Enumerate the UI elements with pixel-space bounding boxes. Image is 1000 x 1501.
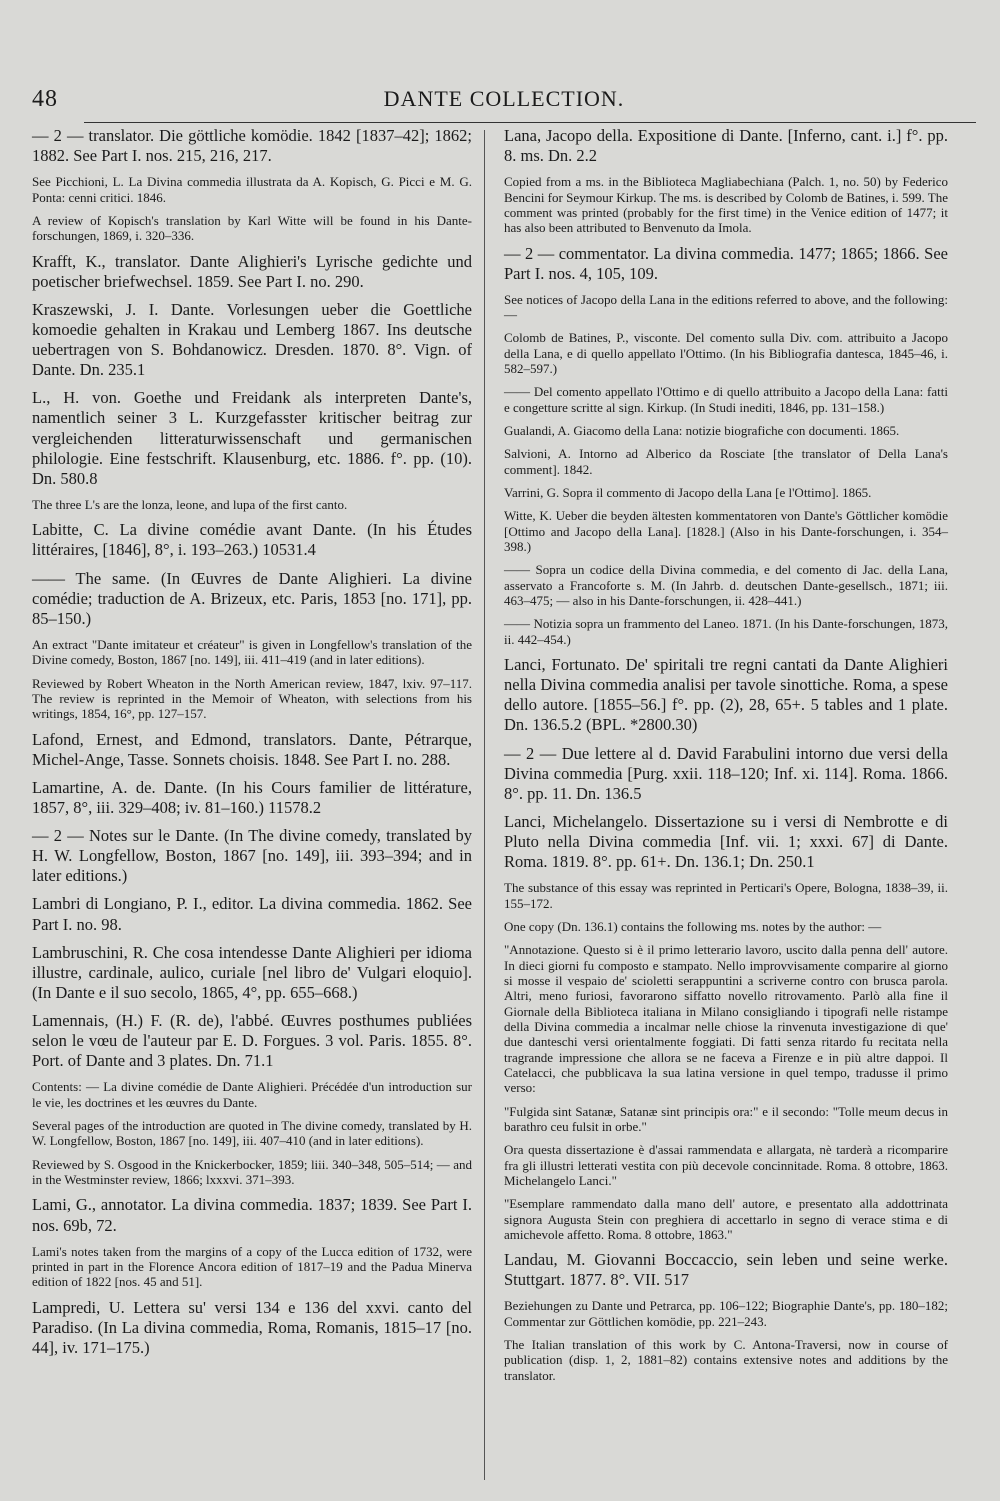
bibliographic-note: "Esemplare rammendato dalla mano dell' autore, e presentato alla addottrinata signora Augusta Stein con preghiera di accettarlo in segno di verace stima e di amichevole affetto. Roma. 8 ottobre, 1863." — [504, 1196, 948, 1242]
bibliographic-entry: Lana, Jacopo della. Expositione di Dante. [Inferno, cant. i.] f°. pp. 8. ms. Dn. 2.2 — [504, 126, 948, 166]
page-number: 48 — [32, 86, 58, 112]
bibliographic-entry: Lanci, Michelangelo. Dissertazione su i versi di Nembrotte e di Pluto nella Divina commedia [Inf. vii. 1; xxxi. 67] di Dante. Roma. 1819. 8°. pp. 61+. Dn. 136.1; Dn. 250.1 — [504, 811, 948, 872]
bibliographic-entry: Krafft, K., translator. Dante Alighieri's Lyrische gedichte und poetischer briefwechsel. 1859. See Part I. no. 290. — [32, 251, 472, 291]
bibliographic-note: Colomb de Batines, P., visconte. Del comento sulla Div. com. attribuito a Jacopo della Lana, e di quello appellato l'Ottimo. (In his Bibliografia dantesca, 1845–46, i. 582–597.) — [504, 330, 948, 377]
bibliographic-entry: Lampredi, U. Lettera su' versi 134 e 136 del xxvi. canto del Paradiso. (In La divina commedia, Roma, Romanis, 1815–17 [no. 44], iv. 171–175.) — [32, 1297, 472, 1357]
bibliographic-note: Contents: — La divine comédie de Dante Alighieri. Précédée d'un introduction sur le vie, les doctrines et les œuvres du Dante. — [32, 1079, 472, 1110]
bibliographic-note: Varrini, G. Sopra il commento di Jacopo della Lana [e l'Ottimo]. 1865. — [504, 485, 872, 501]
bibliographic-entry: Lambri di Longiano, P. I., editor. La divina commedia. 1862. See Part I. no. 98. — [32, 894, 472, 934]
bibliographic-entry: — 2 — Due lettere al d. David Farabulini intorno due versi della Divina commedia [Purg. xxii. 118–120; Inf. xi. 114]. Roma. 1866. 8°. pp. 11. Dn. 136.5 — [504, 743, 948, 803]
bibliographic-entry: Lami, G., annotator. La divina commedia. 1837; 1839. See Part I. nos. 69b, 72. — [32, 1195, 472, 1235]
bibliographic-entry: Kraszewski, J. I. Dante. Vorlesungen ueber die Goettliche komoedie gehalten in Krakau und Lemberg 1867. Ins deutsche uebertragen von S. Bohdanowicz. Dresden. 1870. 8°. Vign. of Dante. Dn. 235.1 — [32, 299, 472, 380]
bibliographic-note: Copied from a ms. in the Biblioteca Magliabechiana (Palch. 1, no. 50) by Federico Bencini for Seymour Kirkup. The ms. is described by Colomb de Batines, i. 599. The comment was printed (probably for the first time) in the Venice edition of 1477; it has also been attributed to Benvenuto da Imola. — [504, 174, 948, 236]
bibliographic-entry: Labitte, C. La divine comédie avant Dante. (In his Études littéraires, [1846], 8°, i. 193–263.) 10531.4 — [32, 520, 472, 560]
bibliographic-entry: Lamartine, A. de. Dante. (In his Cours familier de littérature, 1857, 8°, iii. 329–408; iv. 81–160.) 11578.2 — [32, 777, 472, 817]
bibliographic-entry: L., H. von. Goethe und Freidank als interpreten Dante's, namentlich seiner 3 L. Kurzgefasster kritischer beitrag zur vergleichenden litteraturwissenschaft und germanischen philologie. Eine festschrift. Klausenburg, etc. 1886. f°. pp. (10). Dn. 580.8 — [32, 388, 472, 488]
bibliographic-entry: —— The same. (In Œuvres de Dante Alighieri. La divine comédie; traduction de A. Brizeux, etc. Paris, 1853 [no. 171], pp. 85–150.) — [32, 568, 472, 628]
bibliographic-note: Beziehungen zu Dante und Petrarca, pp. 106–122; Biographie Dante's, pp. 180–182; Commentar zur Göttlichen komödie, pp. 221–243. — [504, 1298, 948, 1329]
running-title: DANTE COLLECTION. — [383, 86, 625, 111]
bibliographic-note: Witte, K. Ueber die beyden ältesten kommentatoren von Dante's Göttlicher komödie [Ottimo and Jacopo della Lana]. [1828.] (Also in his Dante-forschungen, i. 354–398.) — [504, 508, 948, 555]
bibliographic-entry: Lafond, Ernest, and Edmond, translators. Dante, Pétrarque, Michel-Ange, Tasse. Sonnets choisis. 1848. See Part I. no. 288. — [32, 729, 472, 769]
page-header — [32, 86, 976, 112]
bibliographic-note: —— Del comento appellato l'Ottimo e di quello attribuito a Jacopo della Lana: fatti e congetture scritte al sign. Kirkup. (In Studi inediti, 1846, pp. 131–158.) — [504, 384, 948, 415]
bibliographic-note: —— Sopra un codice della Divina commedia, e del comento di Jac. della Lana, asservato a Francoforte s. M. (In Jahrb. d. deutschen Dante-gesellsch., 1871; iii. 463–475; — also in his Dante-forschungen, ii. 428–441.) — [504, 562, 948, 609]
left-column — [32, 126, 472, 1366]
column-divider — [484, 130, 485, 1480]
bibliographic-note: "Fulgida sint Satanæ, Satanæ sint principis ora:" e il secondo: "Tolle meum decus in barathro ceu fulsit in orbe." — [504, 1103, 948, 1134]
bibliographic-note: One copy (Dn. 136.1) contains the following ms. notes by the author: — — [504, 918, 882, 934]
bibliographic-note: An extract "Dante imitateur et créateur" is given in Longfellow's translation of the Divine comedy, Boston, 1867 [no. 149], iii. 411–419 (and in later editions). — [32, 636, 472, 668]
bibliographic-entry: Lambruschini, R. Che cosa intendesse Dante Alighieri per idioma illustre, cardinale, aulico, curiale [nel libro de' Vulgari eloquio]. (In Dante e il suo secolo, 1865, 4°, pp. 655–668.) — [32, 942, 472, 1002]
bibliographic-entry: — 2 — Notes sur le Dante. (In The divine comedy, translated by H. W. Longfellow, Boston, 1867 [no. 149], iii. 393–394; and in later editions.) — [32, 826, 472, 886]
bibliographic-note: "Annotazione. Questo si è il primo letterario lavoro, uscito dalla penna dell' autore. In dieci giorni fu composto e stampato. Nello improvvisamente comparire al giorno si mosse il vespaio de' scioletti serappuntini a scriverne contro con brusca parola. Altri, meno furiosi, favorarono siffatto novello ritrovamento. Parlò alla fine il Giornale della Biblioteca italiana in Milano consigliando i tipografi nelle ristampe della Divina commedia a incalmar nelle chiose la rinvenuta investigazione di que' due danteschi versi orientalmente foggiati. Di fatti senza ritardo fu recitata nella tragrande impressione che allora se ne faceva a Firenze e in più altre dappoi. Il Catelacci, che pubblicava la sua latina versione in quel tempo, tradusse il primo verso: — [504, 942, 948, 1096]
bibliographic-entry: Lanci, Fortunato. De' spiritali tre regni cantati da Dante Alighieri nella Divina commedia analisi per tavole sinottiche. Roma, a spese dello autore. [1855–56.] f°. pp. (2), 28, 65+. 5 tables and 1 plate. Dn. 136.5.2 (BPL. *2800.30) — [504, 655, 948, 735]
bibliographic-note: —— Notizia sopra un frammento del Laneo. 1871. (In his Dante-forschungen, 1873, ii. 442–454.) — [504, 616, 948, 647]
bibliographic-note: Salvioni, A. Intorno ad Alberico da Rosciate [the translator of Della Lana's comment]. 1842. — [504, 446, 948, 477]
bibliographic-note: Ora questa dissertazione è d'assai rammendata e allargata, nè tarderà a ricomparire fra gli illustri letterati vestita con più decevole concinnitade. Roma. 8 ottobre, 1863. Michelangelo Lanci." — [504, 1142, 948, 1188]
bibliographic-note: The substance of this essay was reprinted in Perticari's Opere, Bologna, 1838–39, ii. 155–172. — [504, 880, 948, 911]
bibliographic-note: Reviewed by S. Osgood in the Knickerbocker, 1859; liii. 340–348, 505–514; — and in the Westminster review, 1866; lxxxvi. 371–393. — [32, 1156, 472, 1188]
bibliographic-entry: Lamennais, (H.) F. (R. de), l'abbé. Œuvres posthumes publiées selon le vœu de l'auteur par E. D. Forgues. 3 vol. Paris. 1855. 8°. Port. of Dante and 3 plates. Dn. 71.1 — [32, 1011, 472, 1071]
bibliographic-note: See notices of Jacopo della Lana in the editions referred to above, and the following: — — [504, 291, 948, 323]
bibliographic-note: Gualandi, A. Giacomo della Lana: notizie biografiche con documenti. 1865. — [504, 423, 900, 439]
bibliographic-note: The Italian translation of this work by C. Antona-Traversi, now in course of publication (disp. 1, 2, 1881–82) contains extensive notes and additions by the translator. — [504, 1337, 948, 1383]
bibliographic-note: Lami's notes taken from the margins of a copy of the Lucca edition of 1732, were printed in part in the Florence Ancora edition of 1817–19 and the Padua Minerva edition of 1822 [nos. 45 and 51]. — [32, 1243, 472, 1290]
right-column — [504, 126, 948, 1391]
bibliographic-note: See Picchioni, L. La Divina commedia illustrata da A. Kopisch, G. Picci e M. G. Ponta: cenni critici. 1846. — [32, 174, 472, 205]
bibliographic-note: The three L's are the lonza, leone, and lupa of the first canto. — [32, 496, 348, 512]
bibliographic-entry: — 2 — commentator. La divina commedia. 1477; 1865; 1866. See Part I. nos. 4, 105, 109. — [504, 243, 948, 283]
header-rule — [84, 122, 976, 123]
bibliographic-entry: — 2 — translator. Die göttliche komödie. 1842 [1837–42]; 1862; 1882. See Part I. nos. 215, 216, 217. — [32, 126, 472, 166]
bibliographic-note: Reviewed by Robert Wheaton in the North American review, 1847, lxiv. 97–117. The review is reprinted in the Memoir of Wheaton, with selections from his writings, 1854, 16°, pp. 127–157. — [32, 675, 472, 722]
bibliographic-note: A review of Kopisch's translation by Karl Witte will be found in his Dante-forschungen, 1869, i. 320–336. — [32, 212, 472, 244]
bibliographic-note: Several pages of the introduction are quoted in The divine comedy, translated by H. W. Longfellow, Boston, 1867 [no. 149], iii. 407–410 (and in later editions). — [32, 1118, 472, 1149]
bibliographic-entry: Landau, M. Giovanni Boccaccio, sein leben und seine werke. Stuttgart. 1877. 8°. VII. 517 — [504, 1250, 948, 1290]
